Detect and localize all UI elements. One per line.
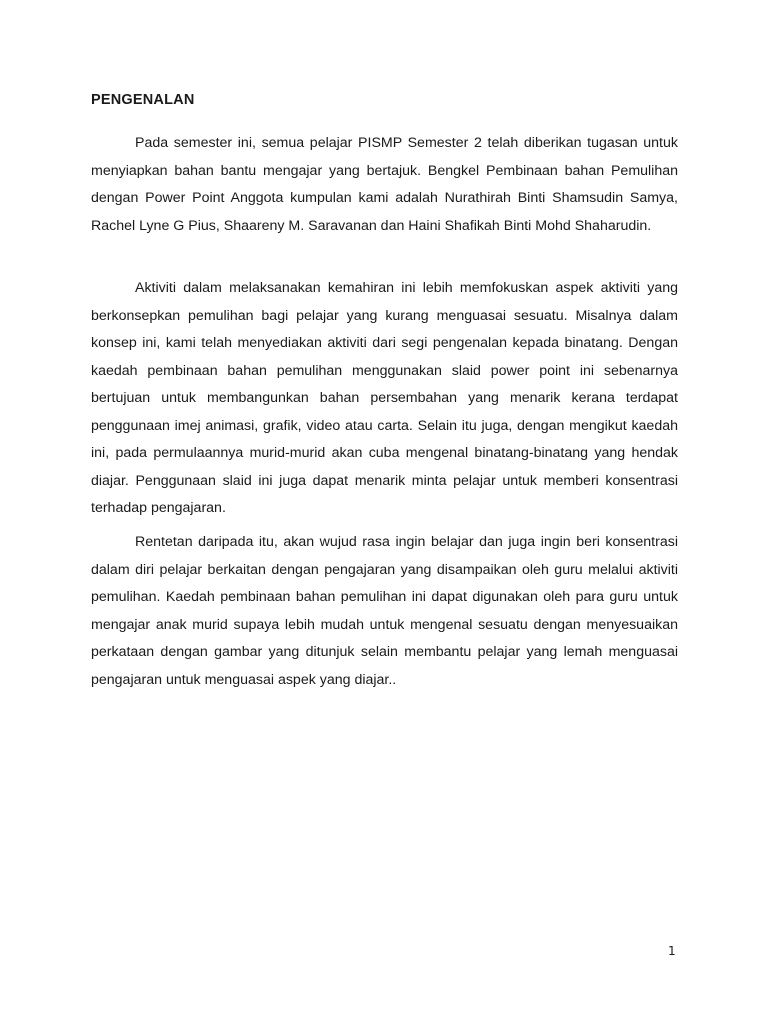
paragraph-introduction: Pada semester ini, semua pelajar PISMP Semester 2 telah diberikan tugasan untuk menyiapkan bahan bantu mengajar yang bertajuk. Bengkel Pembinaan bahan Pemulihan dengan Power Point Anggota kumpulan kami adalah Nurathirah Binti Shamsudin Samya, Rachel Lyne G Pius, Shaareny M. Saravanan dan Haini Shafikah Binti Mohd Shaharudin.	[91, 135, 678, 234]
paragraph-conclusion: Rentetan daripada itu, akan wujud rasa ingin belajar dan juga ingin beri konsentrasi dalam diri pelajar berkaitan dengan pengajaran yang disampaikan oleh guru melalui aktiviti pemulihan. Kaedah pembinaan bahan pemulihan ini dapat digunakan oleh para guru untuk mengajar anak murid supaya lebih mudah untuk mengenal sesuatu dengan menyesuaikan perkataan dengan gambar yang ditunjuk selain membantu pelajar yang lemah menguasai pengajaran untuk menguasai aspek yang diajar..	[91, 534, 678, 688]
paragraph-activity-focus: Aktiviti dalam melaksanakan kemahiran ini lebih memfokuskan aspek aktiviti yang berkonsepkan pemulihan bagi pelajar yang kurang menguasai sesuatu. Misalnya dalam konsep ini, kami telah menyediakan aktiviti dari segi pengenalan kepada binatang. Dengan kaedah pembinaan bahan pemulihan menggunakan slaid power point ini sebenarnya bertujuan untuk membangunkan bahan persembahan yang menarik kerana terdapat penggunaan imej animasi, grafik, video atau carta. Selain itu juga, dengan mengikut kaedah ini, pada permulaannya murid-murid akan cuba mengenal binatang-binatang yang hendak diajar. Penggunaan slaid ini juga dapat menarik minta pelajar untuk memberi konsentrasi terhadap pengajaran.	[91, 280, 678, 516]
section-heading: PENGENALAN	[91, 92, 195, 108]
page-number: 1	[668, 944, 676, 958]
